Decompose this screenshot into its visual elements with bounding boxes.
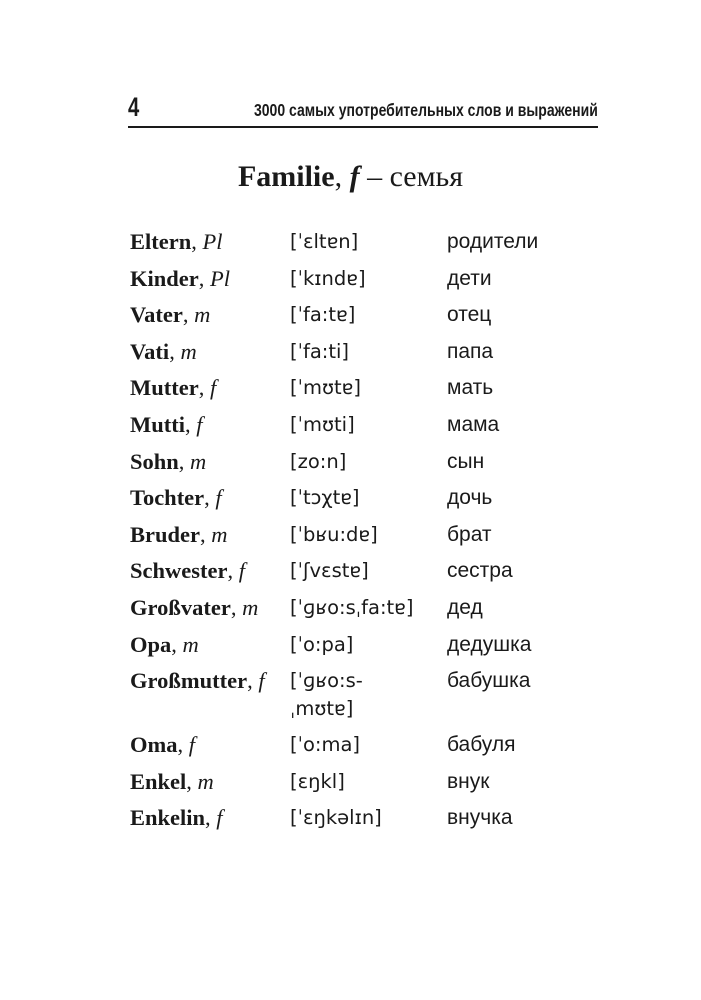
vocab-transcription: [ˈo:ma] bbox=[290, 733, 361, 757]
vocab-word: Vater bbox=[130, 302, 183, 328]
vocab-word: Opa bbox=[130, 631, 172, 657]
vocab-row bbox=[130, 768, 610, 796]
vocab-translation: папа bbox=[447, 339, 494, 363]
vocab-word-cell: Tochter, f bbox=[130, 485, 222, 511]
vocab-gender: f bbox=[196, 411, 203, 437]
vocab-row bbox=[130, 301, 610, 329]
vocab-row bbox=[130, 265, 610, 293]
vocab-word-cell: Sohn, m bbox=[130, 448, 207, 474]
vocab-gender: m bbox=[211, 521, 228, 547]
vocab-transcription: [ˈtɔχtɐ] bbox=[290, 486, 360, 510]
vocab-translation: внук bbox=[447, 769, 490, 793]
vocab-row bbox=[130, 667, 610, 723]
vocab-transcription: [ˈʃvɛstɐ] bbox=[290, 559, 369, 583]
vocab-translation: отец bbox=[447, 303, 492, 327]
vocab-row bbox=[130, 804, 610, 832]
section-title-dash: – bbox=[359, 160, 390, 193]
vocab-word-cell: Mutter, f bbox=[130, 375, 217, 401]
vocabulary-list bbox=[130, 228, 610, 841]
vocab-transcription: [ˈfa:ti] bbox=[290, 339, 350, 363]
vocab-word-cell: Vater, m bbox=[130, 302, 211, 328]
vocab-gender: m bbox=[190, 448, 207, 474]
vocab-gender: f bbox=[215, 485, 222, 511]
vocab-word-cell: Eltern, Pl bbox=[130, 229, 223, 254]
section-title-separator: , bbox=[334, 160, 350, 193]
vocab-gender: m bbox=[180, 338, 197, 364]
running-title: 3000 самых употребительных слов и выражений bbox=[254, 100, 598, 120]
vocab-gender: m bbox=[194, 302, 211, 328]
vocab-word: Kinder bbox=[130, 265, 199, 291]
vocab-word: Oma bbox=[130, 732, 178, 758]
vocab-transcription: [ˈɡʁo:sˌfa:tɐ] bbox=[290, 595, 414, 619]
section-title-gender: f bbox=[349, 160, 360, 193]
vocab-row bbox=[130, 594, 610, 622]
vocab-transcription: [zo:n] bbox=[290, 449, 347, 473]
running-header bbox=[128, 92, 598, 128]
vocab-word-cell: Schwester, f bbox=[130, 558, 245, 584]
vocab-word: Enkel bbox=[130, 768, 187, 794]
vocab-transcription: [ˈɛŋkəlɪn] bbox=[290, 806, 382, 830]
vocab-word-cell: Opa, m bbox=[130, 631, 199, 657]
vocab-word: Großmutter bbox=[130, 668, 248, 694]
vocab-gender: f bbox=[188, 732, 196, 758]
vocab-transcription: [ˈo:pa] bbox=[290, 632, 354, 656]
vocab-gender: f bbox=[216, 805, 223, 831]
vocab-transcription: [ɛŋkl] bbox=[290, 769, 345, 793]
vocab-row bbox=[130, 731, 610, 759]
vocab-gender: m bbox=[197, 768, 214, 794]
vocab-word-cell: Oma, f bbox=[130, 732, 196, 758]
vocab-translation: родители bbox=[447, 230, 539, 253]
vocab-translation: бабушка bbox=[447, 669, 531, 693]
vocab-transcription: [ˈmʊti] bbox=[290, 412, 355, 436]
section-title-german: Familie bbox=[237, 160, 335, 193]
section-title-russian: семья bbox=[389, 160, 464, 193]
vocab-row bbox=[130, 374, 610, 402]
vocab-row bbox=[130, 631, 610, 659]
vocab-translation: бабуля bbox=[447, 733, 516, 757]
vocab-translation: мать bbox=[447, 376, 494, 400]
vocab-word-cell: Mutti, f bbox=[130, 411, 203, 437]
vocab-word: Bruder bbox=[130, 521, 200, 547]
vocab-gender: f bbox=[238, 558, 245, 584]
vocab-translation: мама bbox=[447, 412, 500, 436]
vocab-transcription: [ˈbʁu:dɐ] bbox=[290, 522, 378, 546]
vocab-word-cell: Bruder, m bbox=[130, 521, 228, 547]
vocab-gender: Pl bbox=[210, 265, 231, 291]
vocab-transcription: [ˈɛltɐn] bbox=[290, 230, 359, 253]
vocab-word: Großvater bbox=[130, 594, 231, 620]
vocab-word: Sohn bbox=[130, 448, 179, 474]
vocab-row bbox=[130, 557, 610, 585]
vocab-translation: сестра bbox=[447, 559, 513, 583]
vocab-translation: брат bbox=[447, 522, 492, 546]
vocab-row bbox=[130, 338, 610, 366]
vocab-word-cell: Kinder, Pl bbox=[130, 265, 231, 291]
vocab-word-cell: Großmutter, f bbox=[130, 668, 265, 694]
vocab-gender: f bbox=[209, 375, 217, 401]
vocab-translation: сын bbox=[447, 449, 485, 473]
vocab-row bbox=[130, 411, 610, 439]
vocab-transcription: [ˈmʊtɐ] bbox=[290, 376, 361, 400]
vocab-word: Schwester bbox=[130, 558, 228, 584]
vocab-translation: дед bbox=[447, 595, 483, 619]
vocab-word-cell: Enkel, m bbox=[130, 768, 214, 794]
vocab-word: Enkelin bbox=[130, 805, 206, 831]
vocab-row bbox=[130, 448, 610, 476]
vocab-transcription: [ˈɡʁo:s- ˌmʊtɐ] bbox=[290, 669, 363, 721]
section-title bbox=[0, 160, 701, 194]
vocab-word: Mutter bbox=[130, 375, 199, 401]
vocab-translation: дедушка bbox=[447, 632, 532, 656]
vocab-word: Tochter bbox=[130, 485, 205, 511]
vocab-transcription: [ˈkɪndɐ] bbox=[290, 266, 366, 290]
vocab-gender: m bbox=[182, 631, 199, 657]
vocab-word: Mutti bbox=[130, 411, 185, 437]
vocab-translation: дочь bbox=[447, 486, 493, 510]
vocab-transcription: [ˈfa:tɐ] bbox=[290, 303, 356, 327]
vocab-word: Vati bbox=[130, 338, 170, 364]
vocab-translation: внучка bbox=[447, 806, 513, 830]
vocab-word-cell: Großvater, m bbox=[130, 594, 259, 620]
vocab-row bbox=[130, 228, 610, 256]
vocab-word-cell: Vati, m bbox=[130, 338, 197, 364]
vocab-translation: дети bbox=[447, 266, 492, 290]
vocab-row bbox=[130, 484, 610, 512]
vocab-gender: Pl bbox=[202, 229, 223, 254]
vocab-word: Eltern bbox=[130, 229, 192, 254]
page-number: 4 bbox=[128, 92, 140, 122]
vocab-word-cell: Enkelin, f bbox=[130, 805, 223, 831]
vocab-gender: f bbox=[258, 668, 265, 694]
vocab-row bbox=[130, 521, 610, 549]
vocab-gender: m bbox=[242, 594, 259, 620]
